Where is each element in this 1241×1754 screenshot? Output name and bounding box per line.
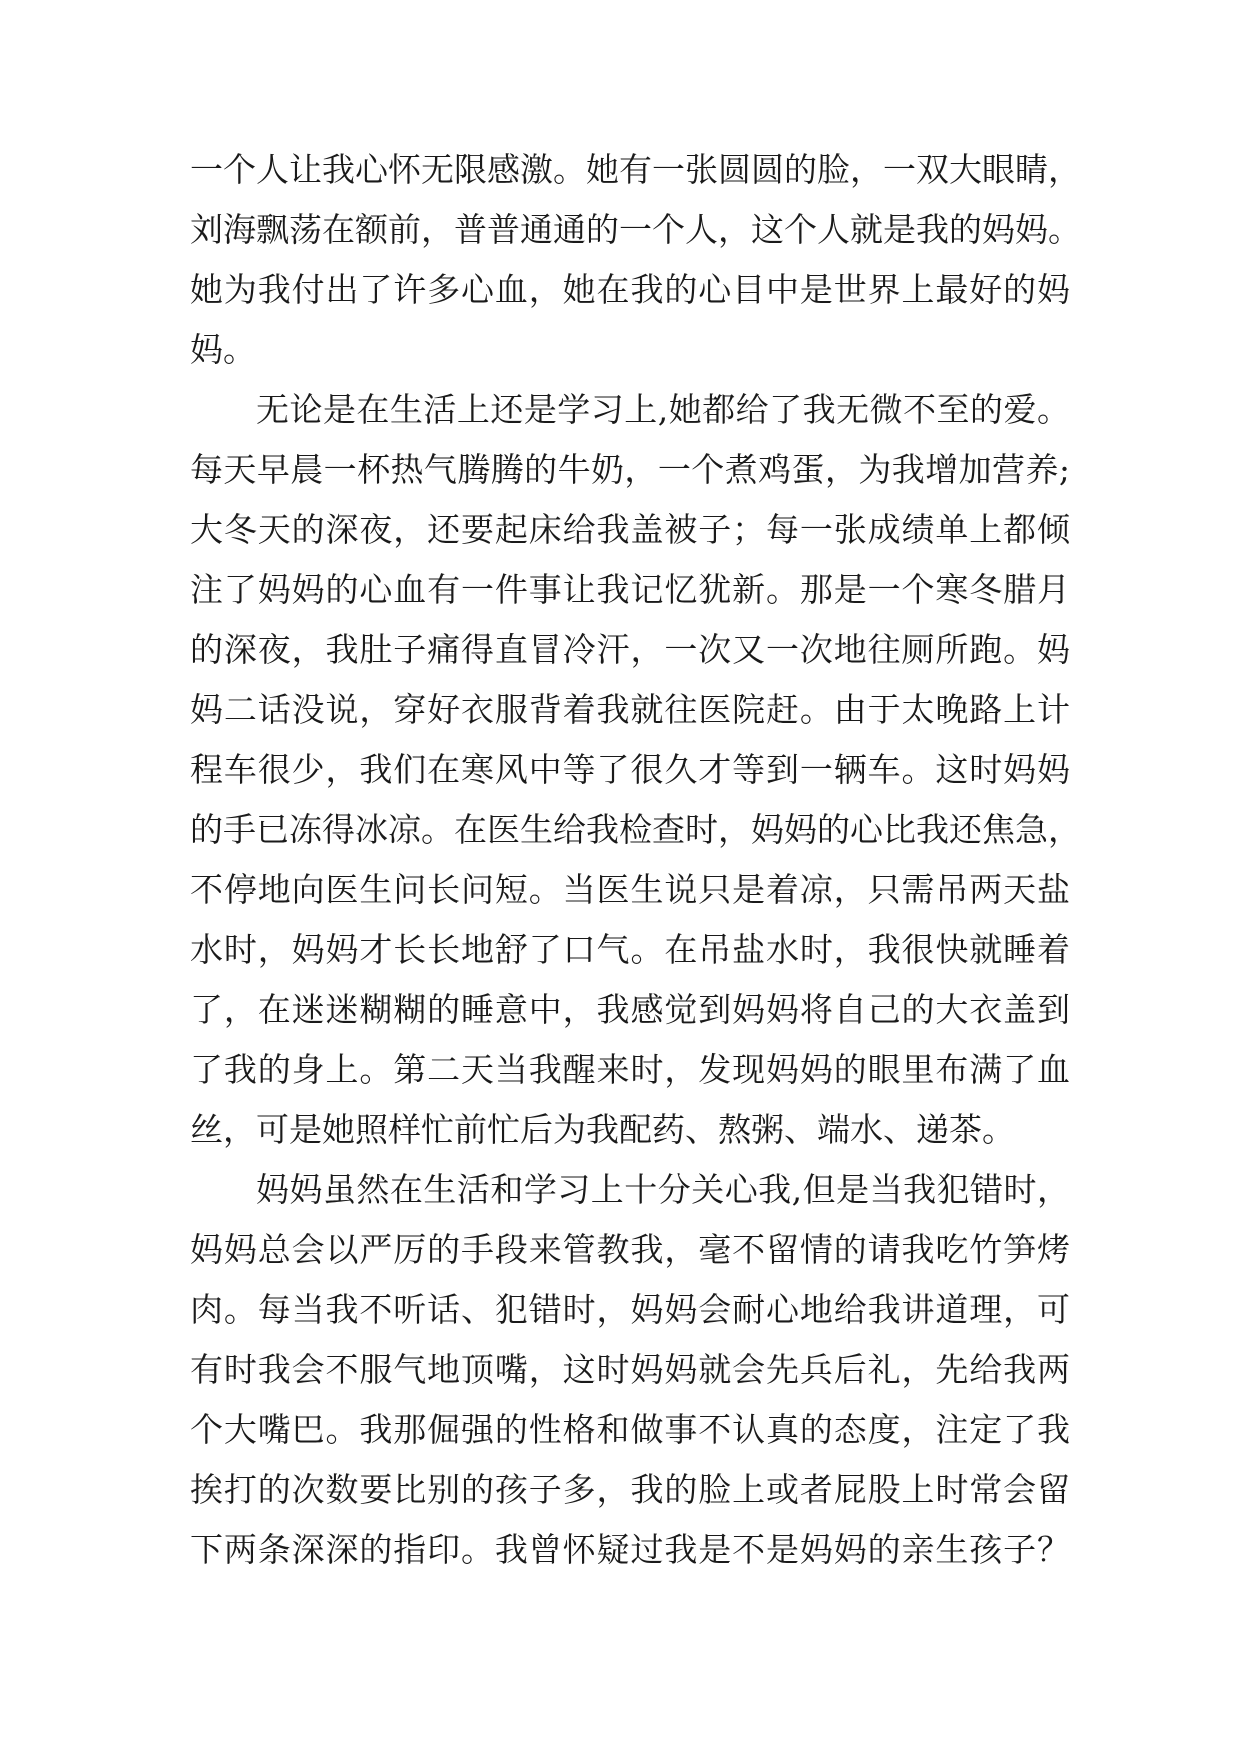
text-line: 妈二话没说，穿好衣服背着我就往医院赶。由于太晚路上计 bbox=[190, 690, 1070, 729]
text-line: 了，在迷迷糊糊的睡意中，我感觉到妈妈将自己的大衣盖到 bbox=[190, 990, 1070, 1029]
text-line: 水时，妈妈才长长地舒了口气。在吊盐水时，我很快就睡着 bbox=[190, 930, 1070, 969]
text-line: 妈。 bbox=[190, 330, 256, 369]
text-line: 挨打的次数要比别的孩子多，我的脸上或者屁股上时常会留 bbox=[190, 1470, 1070, 1509]
text-line: 丝，可是她照样忙前忙后为我配药、熬粥、端水、递茶。 bbox=[190, 1110, 1015, 1149]
text-line: 个大嘴巴。我那倔强的性格和做事不认真的态度，注定了我 bbox=[190, 1410, 1070, 1449]
text-line: 程车很少，我们在寒风中等了很久才等到一辆车。这时妈妈 bbox=[190, 750, 1070, 789]
text-line: 的深夜，我肚子痛得直冒冷汗，一次又一次地往厕所跑。妈 bbox=[190, 630, 1070, 669]
text-line: 她为我付出了许多心血，她在我的心目中是世界上最好的妈 bbox=[190, 270, 1070, 309]
text-line: 每天早晨一杯热气腾腾的牛奶，一个煮鸡蛋，为我增加营养; bbox=[190, 450, 1070, 489]
paragraph-first-line: 无论是在生活上还是学习上,她都给了我无微不至的爱。 bbox=[256, 390, 1070, 429]
text-line: 妈妈总会以严厉的手段来管教我，毫不留情的请我吃竹笋烤 bbox=[190, 1230, 1070, 1269]
text-line: 了我的身上。第二天当我醒来时，发现妈妈的眼里布满了血 bbox=[190, 1050, 1070, 1089]
text-line: 注了妈妈的心血有一件事让我记忆犹新。那是一个寒冬腊月 bbox=[190, 570, 1070, 609]
text-line: 不停地向医生问长问短。当医生说只是着凉，只需吊两天盐 bbox=[190, 870, 1070, 909]
text-line: 刘海飘荡在额前，普普通通的一个人，这个人就是我的妈妈。 bbox=[190, 210, 1081, 249]
text-line: 下两条深深的指印。我曾怀疑过我是不是妈妈的亲生孩子？ bbox=[190, 1530, 1070, 1569]
text-line: 肉。每当我不听话、犯错时，妈妈会耐心地给我讲道理，可 bbox=[190, 1290, 1070, 1329]
text-line: 有时我会不服气地顶嘴，这时妈妈就会先兵后礼，先给我两 bbox=[190, 1350, 1070, 1389]
text-line: 一个人让我心怀无限感激。她有一张圆圆的脸，一双大眼睛， bbox=[190, 150, 1081, 189]
paragraph-first-line: 妈妈虽然在生活和学习上十分关心我,但是当我犯错时， bbox=[256, 1170, 1070, 1209]
text-line: 的手已冻得冰凉。在医生给我检查时，妈妈的心比我还焦急， bbox=[190, 810, 1081, 849]
text-line: 大冬天的深夜，还要起床给我盖被子；每一张成绩单上都倾 bbox=[190, 510, 1070, 549]
